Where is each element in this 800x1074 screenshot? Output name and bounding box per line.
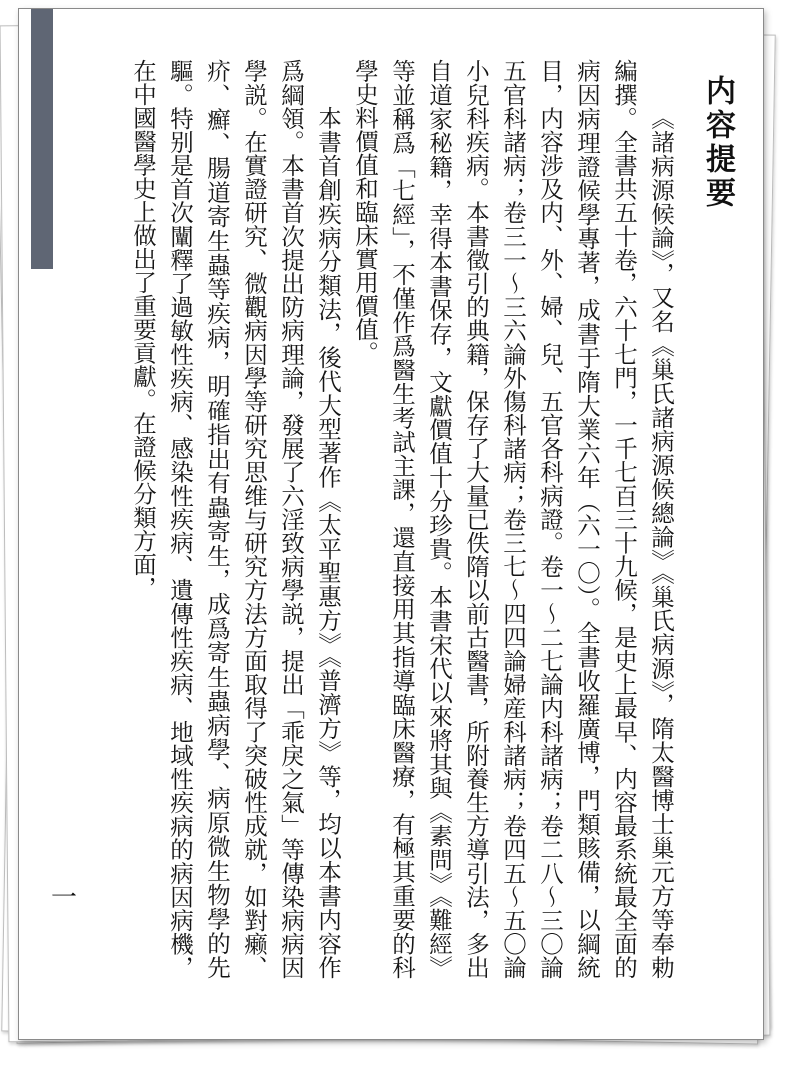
book-spine-edge xyxy=(31,9,53,269)
document-page xyxy=(18,8,764,1040)
paragraph: 《諸病源候論》，又名《巢氏諸病源候總論》《巢氏病源》，隋太醫博士巢元方等奉勅編撰。全書共五十卷，六十七門，一千七百三十九候，是史上最早、内容最系統最全面的病因病理證候學專著，成書于隋大業六年（六一〇）。全書收羅廣博，門類賅備，以綱統目，内容涉及内、外、婦、兒、五官各科病證。卷一～二七論内科諸病；卷二八～三〇論五官科諸病；卷三一～三六論外傷科諸病；卷三七～四四論婦産科諸病；卷四五～五〇論小兒科疾病。本書徵引的典籍，保存了大量已佚隋以前古醫書，所附養生方導引法，多出自道家秘籍，幸得本書保存，文獻價值十分珍貴。本書宋代以來將其與《素問》《難經》等並稱爲「七經」，不僅作爲醫生考試主課，還直接用其指導臨床醫療，有極其重要的科學史料價值和臨床實用價值。 xyxy=(351,59,675,979)
body-text xyxy=(79,59,679,979)
page-heading: 内容提要 xyxy=(700,75,735,211)
paragraph: 本書首創疾病分類法，後代大型著作《太平聖惠方》《普濟方》等，均以本書内容作爲綱領。本書首次提出防病理論，發展了六淫致病學説，提出「乖戾之氣」等傳染病病因學説。在實證研究、微觀病因學等研究思维与研究方法方面取得了突破性成就，如對癞、疥、癬、腸道寄生蟲等疾病，明確指出有蟲寄生，成爲寄生蟲病學、病原微生物學的先驅。特别是首次闡釋了過敏性疾病、感染性疾病、遺傳性疾病、地域性疾病的病因病機，在中國醫學史上做出了重要貢獻。在證候分類方面， xyxy=(129,59,342,979)
page-number: 一 xyxy=(51,883,78,913)
